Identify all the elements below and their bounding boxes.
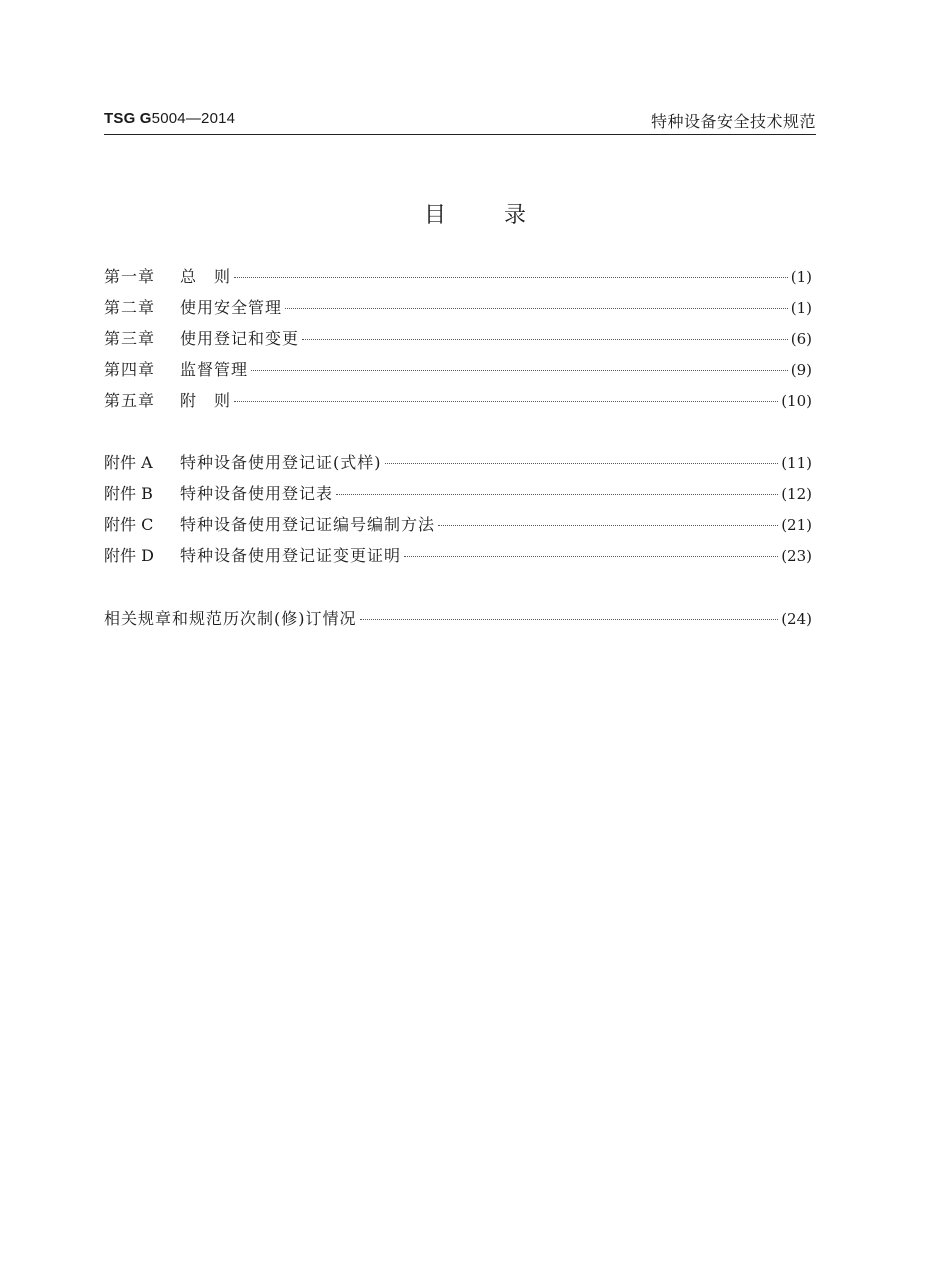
toc-entry[interactable]: [104, 388, 812, 419]
toc-entry-title: 总 则: [180, 267, 232, 286]
toc-entry-number: 第三章: [104, 329, 156, 348]
toc-leader-dots: [251, 370, 788, 371]
toc-entry-page: (1): [790, 268, 812, 286]
toc-entry[interactable]: [104, 264, 812, 295]
toc-entry[interactable]: [104, 512, 812, 543]
toc-leader-dots: [438, 525, 778, 526]
toc-leader-dots: [404, 556, 778, 557]
toc-leader-dots: [234, 401, 778, 402]
toc-entry-number: 第四章: [104, 360, 156, 379]
toc-attachments: [104, 450, 812, 574]
toc-entry-title: 监督管理: [180, 360, 249, 379]
toc-entry-page: (9): [790, 361, 812, 379]
toc-entry-title: 使用安全管理: [180, 298, 283, 317]
toc-entry-number: 附件 C: [104, 515, 154, 534]
toc-entry-title: 特种设备使用登记证变更证明: [180, 546, 402, 565]
toc-entry-number: 第二章: [104, 298, 156, 317]
toc-entry-title: 特种设备使用登记证编号编制方法: [180, 515, 436, 534]
toc-entry-number: 第五章: [104, 391, 156, 410]
toc-leader-dots: [360, 619, 779, 620]
toc-entry-page: (23): [781, 547, 812, 565]
standard-code: [104, 110, 235, 127]
toc-leader-dots: [385, 463, 779, 464]
toc-leader-dots: [285, 308, 788, 309]
toc-entry-page: (1): [790, 299, 812, 317]
toc-leader-dots: [302, 339, 788, 340]
toc-entry-number: 附件 A: [104, 453, 153, 472]
page-title: 目录: [423, 203, 584, 228]
toc-entry[interactable]: [104, 295, 812, 326]
toc-entry[interactable]: [104, 543, 812, 574]
standard-code-number: 5004—2014: [151, 110, 236, 127]
toc-entry-title: 使用登记和变更: [180, 329, 300, 348]
toc-entry-title: 附 则: [180, 391, 232, 410]
standard-code-prefix: TSG G: [104, 110, 152, 127]
toc-entry[interactable]: [104, 357, 812, 388]
toc-leader-dots: [336, 494, 778, 495]
toc-entry-page: (11): [781, 454, 812, 472]
toc-chapters: [104, 264, 812, 419]
toc-entry[interactable]: [104, 606, 812, 637]
toc-entry-title: 特种设备使用登记表: [180, 484, 334, 503]
toc-entry-page: (12): [781, 485, 812, 503]
toc-entry-page: (24): [781, 610, 812, 628]
toc-entry-number: 第一章: [104, 267, 156, 286]
toc-entry-number: 附件 B: [104, 484, 153, 503]
toc-entry[interactable]: [104, 481, 812, 512]
toc-entry[interactable]: [104, 450, 812, 481]
series-title: 特种设备安全技术规范: [650, 112, 816, 131]
toc-entry-page: (10): [781, 392, 812, 410]
toc-entry-page: (21): [781, 516, 812, 534]
toc-entry[interactable]: [104, 326, 812, 357]
toc-entry-title: 相关规章和规范历次制(修)订情况: [104, 609, 357, 628]
toc-entry-number: 附件 D: [104, 546, 154, 565]
toc-entry-title: 特种设备使用登记证(式样): [180, 453, 382, 472]
toc-leader-dots: [234, 277, 788, 278]
toc-related: [104, 606, 812, 637]
page-header: [104, 108, 816, 135]
toc-entry-page: (6): [790, 330, 812, 348]
